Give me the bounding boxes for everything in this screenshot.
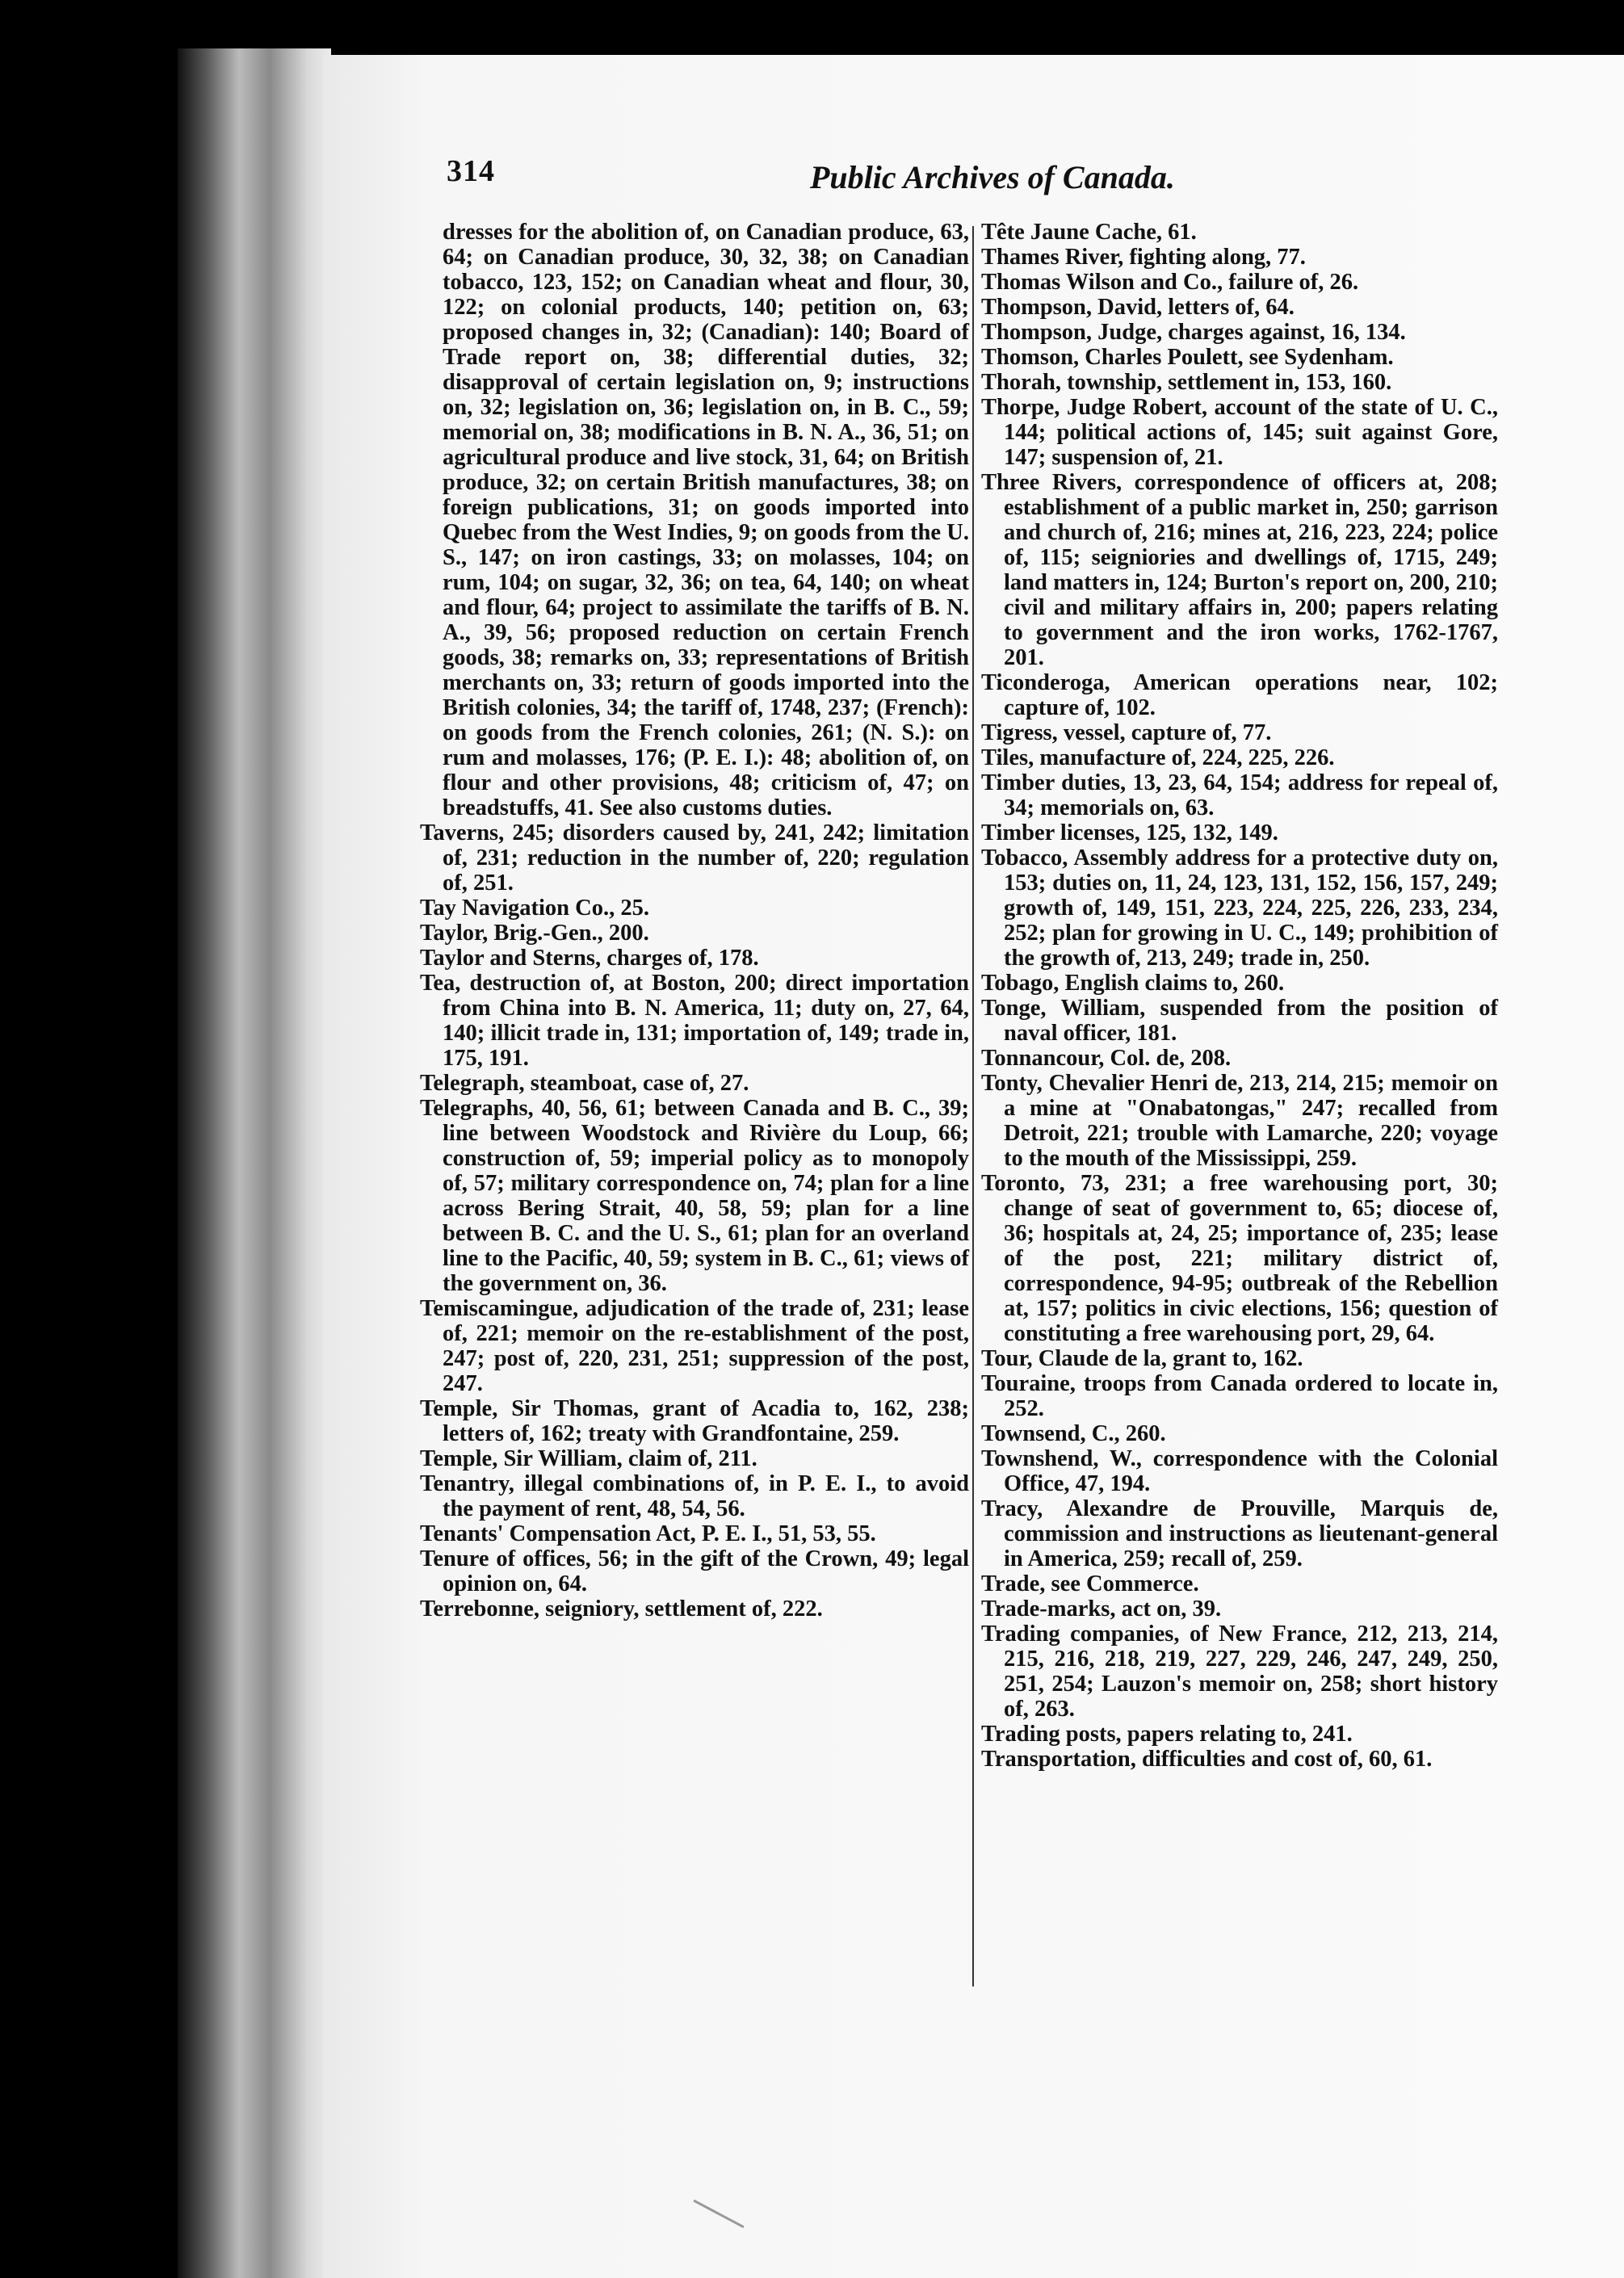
index-entry: Timber licenses, 125, 132, 149.: [981, 820, 1278, 845]
index-entry: Tonnancour, Col. de, 208.: [981, 1046, 1232, 1071]
index-entry: Tonty, Chevalier Henri de, 213, 214, 215; memoir on a mine at "Onabatongas," 247; recalled from Detroit, 221; trouble with Lamarche, 220; voyage to the mouth of the Mississippi, 259.: [981, 1071, 1498, 1171]
index-entry: Trade-marks, act on, 39.: [981, 1596, 1222, 1621]
index-entry: Temple, Sir William, claim of, 211.: [420, 1446, 757, 1471]
index-entry: Thorpe, Judge Robert, account of the state of U. C., 144; political actions of, 145; suit against Gore, 147; suspension of, 21.: [981, 395, 1498, 470]
index-entry: Taylor and Sterns, charges of, 178.: [420, 946, 759, 971]
index-column-left: [420, 220, 969, 1621]
index-entry: Townshend, W., correspondence with the Colonial Office, 47, 194.: [981, 1446, 1498, 1496]
index-entry: Terrebonne, seigniory, settlement of, 222.: [420, 1596, 823, 1621]
index-entry: Telegraphs, 40, 56, 61; between Canada and B. C., 39; line between Woodstock and Rivière du Loup, 66; construction of, 59; imperial policy as to monopoly of, 57; military correspondence on, 74; plan for a line across Bering Strait, 40, 58, 59; plan for a line between B. C. and the U. S., 61; plan for an overland line to the Pacific, 40, 59; system in B. C., 61; views of the government on, 36.: [420, 1096, 969, 1296]
index-entry: Tonge, William, suspended from the position of naval officer, 181.: [981, 996, 1498, 1046]
book-gutter: [178, 48, 331, 2278]
index-entry: Ticonderoga, American operations near, 102; capture of, 102.: [981, 670, 1498, 720]
index-entry: Temiscamingue, adjudication of the trade of, 231; lease of, 221; memoir on the re-establishment of the post, 247; post of, 220, 231, 251; suppression of the post, 247.: [420, 1296, 969, 1396]
index-entry: Trade, see Commerce.: [981, 1571, 1199, 1596]
index-entry: Trading posts, papers relating to, 241.: [981, 1722, 1353, 1747]
index-column-right: [981, 220, 1498, 1772]
index-entry: Thomson, Charles Poulett, see Sydenham.: [981, 345, 1394, 370]
index-entry: Tobago, English claims to, 260.: [981, 971, 1285, 996]
index-entry: dresses for the abolition of, on Canadian produce, 63, 64; on Canadian produce, 30, 32, 38; on Canadian tobacco, 123, 152; on Canadian wheat and flour, 30, 122; on colonial products, 140; petition on, 63; proposed changes in, 32; (Canadian): 140; Board of Trade report on, 38; differential duties, 32; disapproval of certain legislation on, 9; instructions on, 32; legislation on, 36; legislation on, in B. C., 59; memorial on, 38; modifications in B. N. A., 36, 51; on agricultural produce and live stock, 31, 64; on British produce, 32; on certain British manufactures, 38; on foreign publications, 31; on goods imported into Quebec from the West Indies, 9; on goods from the U. S., 147; on iron castings, 33; on molasses, 104; on rum, 104; on sugar, 32, 36; on tea, 64, 140; on wheat and flour, 64; project to assimilate the tariffs of B. N. A., 39, 56; proposed reduction on certain French goods, 38; remarks on, 33; representations of British merchants on, 33; return of goods imported into the British colonies, 34; the tariff of, 1748, 237; (French): on goods from the French colonies, 261; (N. S.): on rum and molasses, 176; (P. E. I.): 48; abolition of, on flour and other provisions, 48; criticism of, 47; on breadstuffs, 41. See also customs duties.: [443, 220, 969, 820]
index-entry: Timber duties, 13, 23, 64, 154; address for repeal of, 34; memorials on, 63.: [981, 770, 1498, 820]
index-entry: Tiles, manufacture of, 224, 225, 226.: [981, 745, 1335, 770]
index-entry: Thompson, David, letters of, 64.: [981, 295, 1295, 320]
index-entry: Tay Navigation Co., 25.: [420, 896, 649, 921]
index-entry: Tigress, vessel, capture of, 77.: [981, 720, 1272, 745]
index-entry: Tea, destruction of, at Boston, 200; direct importation from China into B. N. America, 11; duty on, 27, 64, 140; illicit trade in, 131; importation of, 149; trade in, 175, 191.: [420, 971, 969, 1071]
index-entry: Toronto, 73, 231; a free warehousing port, 30; change of seat of government to, 65; diocese of, 36; hospitals at, 24, 25; importance of, 235; lease of the post, 221; military district of, correspondence, 94-95; outbreak of the Rebellion at, 157; politics in civic elections, 156; question of constituting a free warehousing port, 29, 64.: [981, 1171, 1498, 1346]
index-entry: Touraine, troops from Canada ordered to locate in, 252.: [981, 1371, 1498, 1421]
index-entry: Thames River, fighting along, 77.: [981, 245, 1306, 270]
index-entry: Transportation, difficulties and cost of, 60, 61.: [981, 1747, 1433, 1772]
index-entry: Taverns, 245; disorders caused by, 241, 242; limitation of, 231; reduction in the number of, 220; regulation of, 251.: [420, 820, 969, 896]
index-entry: Townsend, C., 260.: [981, 1421, 1166, 1446]
index-entry: Temple, Sir Thomas, grant of Acadia to, 162, 238; letters of, 162; treaty with Grandfontaine, 259.: [420, 1396, 969, 1446]
index-entry: Tenants' Compensation Act, P. E. I., 51, 53, 55.: [420, 1521, 876, 1546]
index-entry: Tobacco, Assembly address for a protective duty on, 153; duties on, 11, 24, 123, 131, 152, 156, 157, 249; growth of, 149, 151, 223, 224, 225, 226, 233, 234, 252; plan for growing in U. C., 149; prohibition of the growth of, 213, 249; trade in, 250.: [981, 845, 1498, 971]
index-entry: Tracy, Alexandre de Prouville, Marquis de, commission and instructions as lieutenant-general in America, 259; recall of, 259.: [981, 1496, 1498, 1571]
index-entry: Thompson, Judge, charges against, 16, 134.: [981, 320, 1406, 345]
page-header: [447, 153, 1270, 210]
index-entry: Tenantry, illegal combinations of, in P. E. I., to avoid the payment of rent, 48, 54, 56.: [420, 1471, 969, 1521]
column-divider: [972, 226, 974, 1986]
index-entry: Thorah, township, settlement in, 153, 160.: [981, 370, 1392, 395]
index-entry: Tenure of offices, 56; in the gift of the Crown, 49; legal opinion on, 64.: [420, 1546, 969, 1596]
index-entry: Telegraph, steamboat, case of, 27.: [420, 1071, 749, 1096]
index-entry: Taylor, Brig.-Gen., 200.: [420, 921, 649, 946]
page-number: 314: [447, 154, 495, 188]
index-entry: Three Rivers, correspondence of officers at, 208; establishment of a public market in, 250; garrison and church of, 216; mines at, 216, 223, 224; police of, 115; seigniories and dwellings of, 1715, 249; land matters in, 124; Burton's report on, 200, 210; civil and military affairs in, 200; papers relating to government and the iron works, 1762-1767, 201.: [981, 470, 1498, 670]
running-title: Public Archives of Canada.: [810, 159, 1175, 195]
index-entry: Tour, Claude de la, grant to, 162.: [981, 1346, 1303, 1371]
index-entry: Tête Jaune Cache, 61.: [981, 220, 1197, 245]
index-entry: Thomas Wilson and Co., failure of, 26.: [981, 270, 1359, 295]
index-entry: Trading companies, of New France, 212, 213, 214, 215, 216, 218, 219, 227, 229, 246, 247, 249, 250, 251, 254; Lauzon's memoir on, 258; short history of, 263.: [981, 1621, 1498, 1722]
